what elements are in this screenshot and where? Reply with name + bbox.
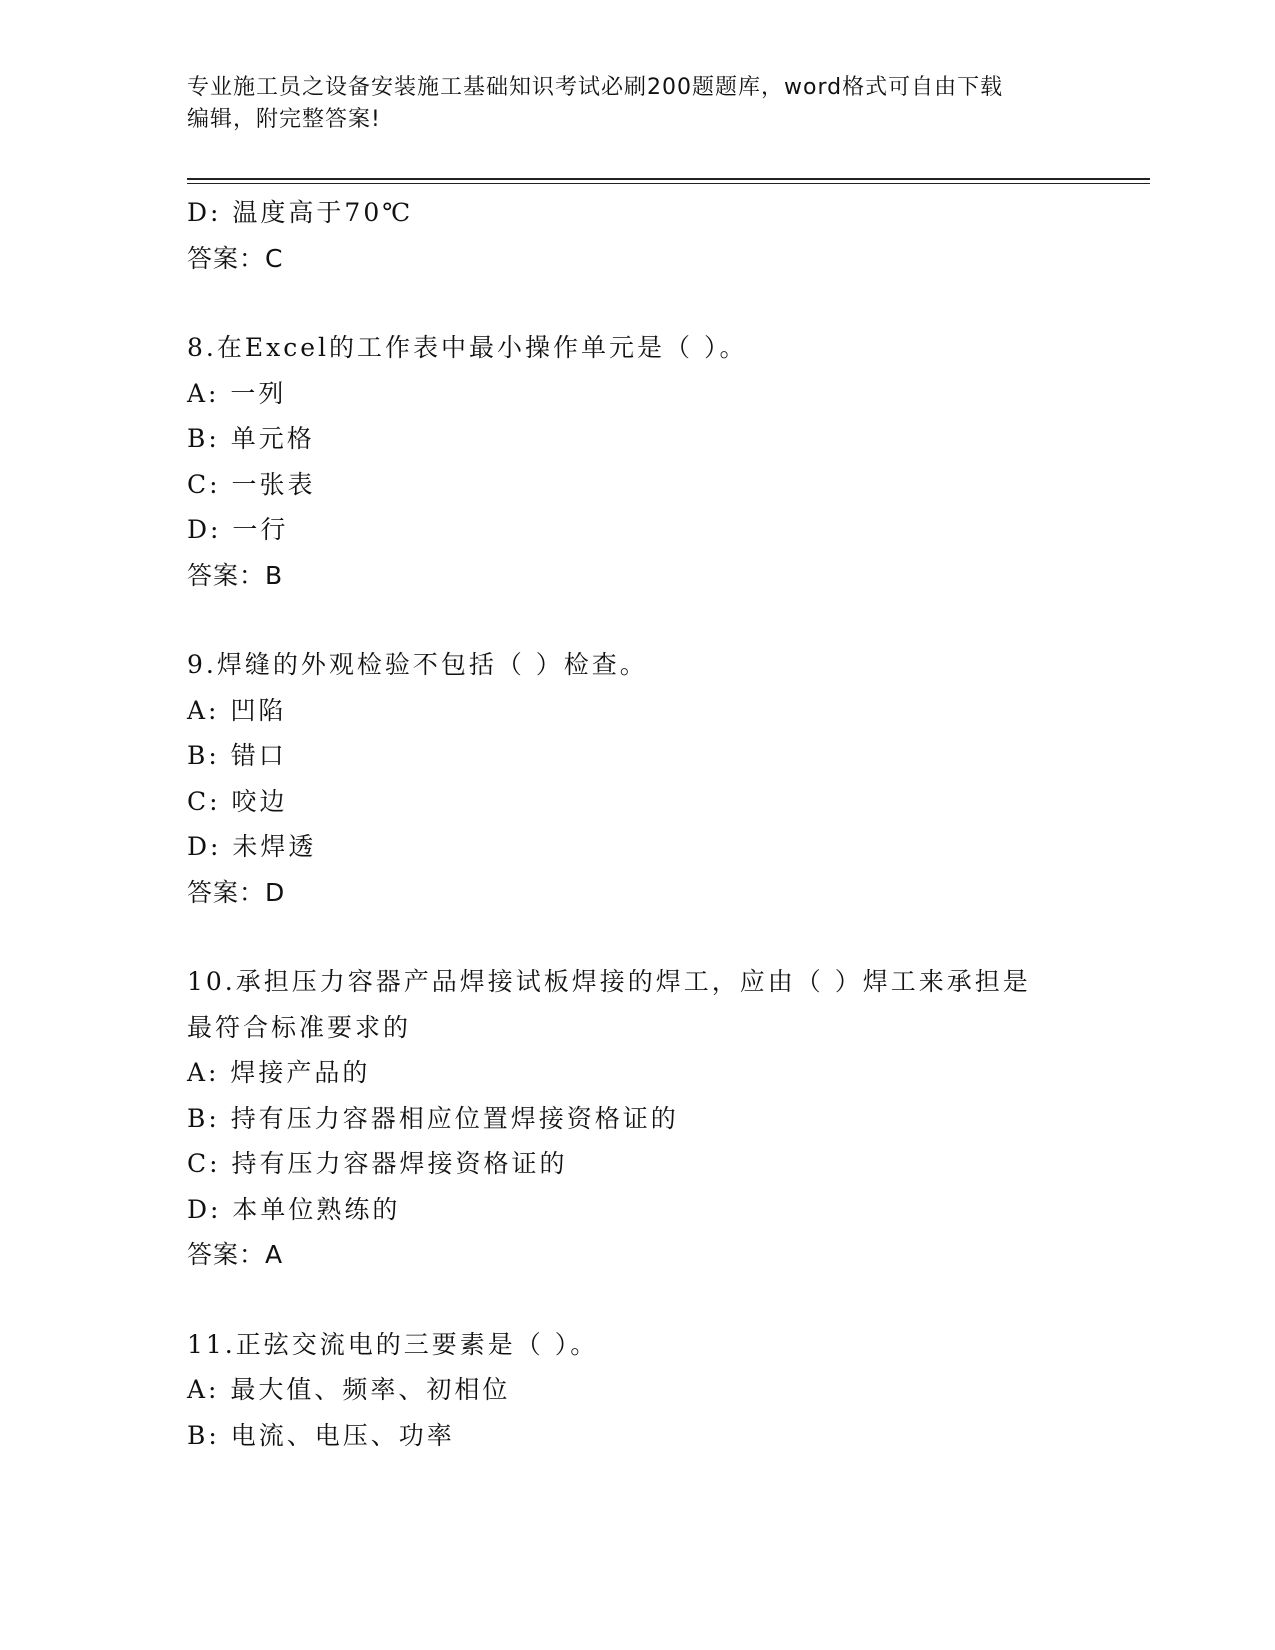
option-d: D: 温度高于70℃ (187, 198, 414, 227)
question-11 (187, 1322, 1107, 1459)
answer-label: 答案：A (187, 1240, 284, 1269)
option-a: A: 凹陷 (187, 695, 287, 725)
header-divider-thin (187, 183, 1150, 184)
option-b: B: 持有压力容器相应位置焊接资格证的 (187, 1103, 679, 1133)
answer-label: 答案：B (187, 560, 284, 590)
question-stem: 8.在Excel的工作表中最小操作单元是（ ）。 (187, 333, 748, 362)
option-a: A: 最大值、频率、初相位 (187, 1375, 511, 1404)
question-stem-line-1: 10.承担压力容器产品焊接试板焊接的焊工，应由（ ）焊工来承担是 (187, 967, 1031, 996)
spacer (187, 281, 1107, 325)
option-d: D: 未焊透 (187, 832, 317, 861)
question-10 (187, 959, 1107, 1278)
answer-label: 答案：C (187, 243, 284, 273)
header-title-line-2: 编辑，附完整答案! (187, 107, 381, 132)
option-b: B: 电流、电压、功率 (187, 1420, 455, 1450)
header-divider-thick (187, 178, 1150, 180)
question-list (187, 190, 1107, 1458)
question-stem-line-2: 最符合标准要求的 (187, 1012, 412, 1042)
option-d: D: 一行 (187, 515, 289, 544)
question-8 (187, 325, 1107, 598)
answer-label: 答案：D (187, 877, 286, 907)
header-title-line-1: 专业施工员之设备安装施工基础知识考试必刷200题题库，word格式可自由下载 (187, 75, 1004, 100)
question-stem: 11.正弦交流电的三要素是（ ）。 (187, 1329, 599, 1359)
option-b: B: 单元格 (187, 424, 315, 453)
option-d: D: 本单位熟练的 (187, 1194, 401, 1224)
option-c: C: 一张表 (187, 469, 316, 499)
option-a: A: 一列 (187, 378, 287, 408)
spacer (187, 1278, 1107, 1322)
option-a: A: 焊接产品的 (187, 1058, 371, 1087)
question-stem: 9.焊缝的外观检验不包括（ ）检查。 (187, 650, 648, 679)
option-c: C: 持有压力容器焊接资格证的 (187, 1149, 568, 1178)
question-7-tail (187, 190, 1107, 281)
question-9 (187, 642, 1107, 915)
option-c: C: 咬边 (187, 786, 288, 816)
document-header (187, 72, 1087, 136)
spacer (187, 915, 1107, 959)
spacer (187, 598, 1107, 642)
option-b: B: 错口 (187, 741, 287, 770)
